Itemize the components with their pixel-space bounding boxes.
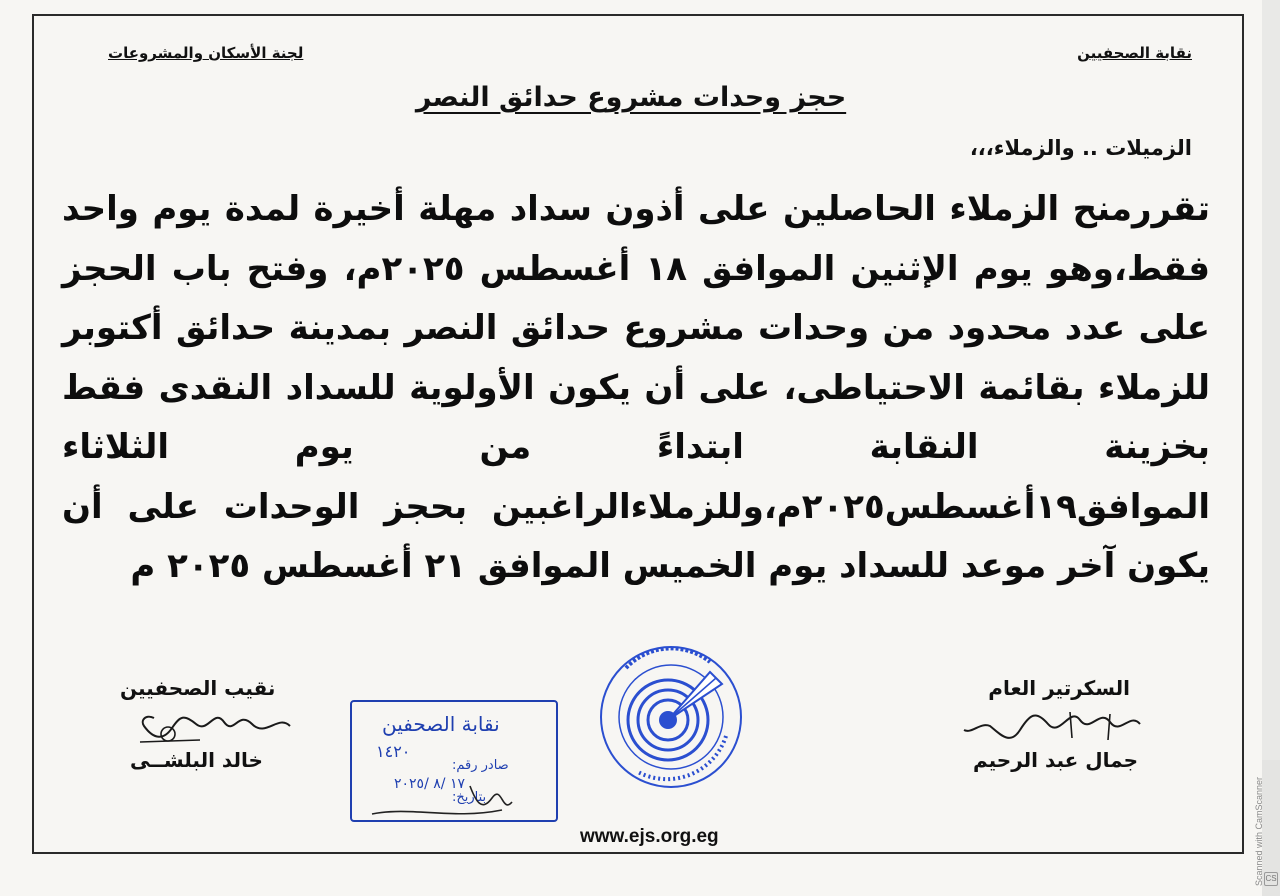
stamp-number: ١٤٢٠	[376, 742, 411, 761]
stamp-handwriting	[352, 702, 560, 824]
issuance-stamp	[350, 700, 558, 822]
stamp-number-label: صادر رقم:	[452, 758, 509, 773]
announcement-body: تقررمنح الزملاء الحاصلين على أذون سداد مهلة أخيرة لمدة يوم واحد فقط،وهو يوم الإثنين الموافق ١٨ أغسطس ٢٠٢٥م، وفتح باب الحجز على عدد محدود من وحدات مشروع حدائق النصر بمدينة حدائق أكتوبر للزملاء بقائمة الاحتياطى، على أن يكون الأولوية للسداد النقدى فقط بخزينة النقابة ابتداءً من يوم الثلاثاء الموافق١٩أغسطس٢٠٢٥م،وللزملاءالراغبين بحجز الوحدات على أن يكون آخر موعد للسداد يوم الخميس الموافق ٢١ أغسطس ٢٠٢٥ م	[62, 189, 1210, 586]
secretary-signature	[960, 704, 1150, 748]
greeting-line: الزميلات .. والزملاء،،،	[969, 136, 1192, 160]
secretary-name: جمال عبد الرحيم	[972, 748, 1138, 772]
stamp-org-name: نقابة الصحفين	[382, 712, 500, 736]
head-title: نقيب الصحفيين	[120, 676, 276, 700]
stamp-date: ١٧ /٨ /٢٠٢٥	[394, 776, 465, 792]
document-title: حجز وحدات مشروع حدائق النصر	[415, 82, 847, 113]
header-syndicate-name: نقابة الصحفيين	[1077, 44, 1192, 62]
syndicate-seal	[598, 644, 744, 790]
scanner-watermark-text: Scanned with CamScanner	[1254, 776, 1264, 886]
head-signature	[130, 704, 300, 752]
camscanner-icon: CS	[1264, 872, 1278, 886]
website-link[interactable]: www.ejs.org.eg	[580, 826, 719, 847]
secretary-title: السكرتير العام	[988, 676, 1130, 700]
header-committee-name: لجنة الأسكان والمشروعات	[108, 44, 304, 62]
stamp-date-label: بتاريخ:	[452, 790, 487, 805]
head-name: خالد البلشــى	[130, 748, 263, 772]
